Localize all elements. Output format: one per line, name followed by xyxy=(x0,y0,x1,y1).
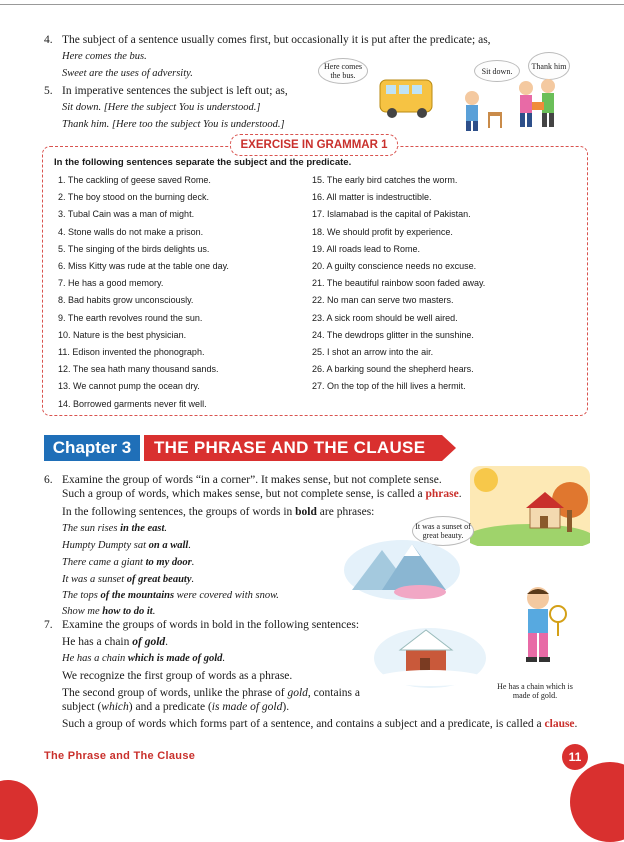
exercise-item: 11. Edison invented the phonograph. xyxy=(58,347,205,357)
exercise-item: 10. Nature is the best physician. xyxy=(58,329,187,340)
section-7-line-1: Examine the groups of words in bold in the following sentences: xyxy=(62,619,360,631)
point-number: 6. xyxy=(44,474,53,486)
section-6-line-2: Such a group of words, which makes sense, but not complete sense, is called a phrase. xyxy=(62,488,462,500)
exercise-item: 27. On the top of the hill lives a hermit. xyxy=(312,381,466,392)
point-text: In imperative sentences the subject is left out; as, xyxy=(62,85,288,97)
exercise-item: 24. The dewdrops glitter in the sunshine. xyxy=(312,329,474,340)
phrase-example: There came a giant to my door. xyxy=(62,557,195,568)
section-6-line-1: Examine the group of words “in a corner”. It makes sense, but not complete sense. xyxy=(62,474,442,486)
chapter-label: Chapter 3 xyxy=(44,435,140,461)
point-number: 5. xyxy=(44,85,53,97)
point-number: 7. xyxy=(44,619,53,631)
speech-bubble-bus: Here comes the bus. xyxy=(318,58,368,84)
section-7-line-5: Such a group of words which forms part of a sentence, and contains a subject and a predicate, is called a clause. xyxy=(62,718,578,730)
exercise-item: 20. A guilty conscience needs no excuse. xyxy=(312,261,477,271)
phrase-example: It was a sunset of great beauty. xyxy=(62,574,195,585)
example-line: Thank him. [Here too the subject You is understood.] xyxy=(62,119,285,130)
keyword-phrase: phrase xyxy=(425,488,459,500)
exercise-item: 23. A sick room should be well aired. xyxy=(312,312,458,323)
clause-example-1: He has a chain of gold. xyxy=(62,636,169,648)
phrase-example: Humpty Dumpty sat on a wall. xyxy=(62,540,191,551)
exercise-item: 18. We should profit by experience. xyxy=(312,226,453,237)
point-text: The subject of a sentence usually comes first, but occasionally it is put after the predicate; as, xyxy=(62,34,491,46)
section-7-line-4: subject (which) and a predicate (is made of gold). xyxy=(62,701,290,713)
footer-title: The Phrase and The Clause xyxy=(44,750,196,762)
exercise-item: 5. The singing of the birds delights us. xyxy=(58,243,210,254)
exercise-item: 25. I shot an arrow into the air. xyxy=(312,347,434,357)
example-line: Here comes the bus. xyxy=(62,51,147,62)
boy-with-chain-illustration xyxy=(508,584,572,668)
chapter-banner-arrow xyxy=(442,435,456,461)
exercise-item: 15. The early bird catches the worm. xyxy=(312,175,458,185)
snowy-house-illustration xyxy=(372,618,490,688)
exercise-item: 1. The cackling of geese saved Rome. xyxy=(58,175,211,185)
exercise-item: 9. The earth revolves round the sun. xyxy=(58,312,203,323)
exercise-title: EXERCISE IN GRAMMAR 1 xyxy=(230,134,398,156)
speech-bubble-thank: Thank him xyxy=(528,52,570,80)
phrase-example: The sun rises in the east. xyxy=(62,523,168,534)
cottage-landscape-illustration xyxy=(470,466,590,546)
section-7-line-3: The second group of words, unlike the phrase of gold, contains a xyxy=(62,687,360,699)
exercise-instruction: In the following sentences separate the subject and the predicate. xyxy=(54,157,352,168)
example-line: Sweet are the uses of adversity. xyxy=(62,68,193,79)
exercise-item: 2. The boy stood on the burning deck. xyxy=(58,192,209,203)
example-line: Sit down. [Here the subject You is understood.] xyxy=(62,102,261,113)
bus-and-children-illustration xyxy=(360,60,560,138)
keyword-clause: clause xyxy=(544,718,575,730)
phrase-example: The tops of the mountains were covered with snow. xyxy=(62,590,279,601)
exercise-item: 14. Borrowed garments never fit well. xyxy=(58,398,207,409)
top-rule xyxy=(0,4,624,5)
exercise-item: 12. The sea hath many thousand sands. xyxy=(58,364,219,375)
exercise-item: 21. The beautiful rainbow soon faded away. xyxy=(312,278,486,289)
chapter-title: THE PHRASE AND THE CLAUSE xyxy=(144,435,442,461)
exercise-item: 8. Bad habits grow unconsciously. xyxy=(58,295,194,306)
speech-bubble-sunset: It was a sunset of great beauty. xyxy=(412,516,474,546)
mountain-snow-illustration xyxy=(342,530,462,602)
exercise-item: 17. Islamabad is the capital of Pakistan. xyxy=(312,209,471,220)
exercise-item: 22. No man can serve two masters. xyxy=(312,295,454,306)
illustration-caption: He has a chain which is made of gold. xyxy=(497,682,573,700)
section-7-line-2: We recognize the first group of words as a phrase. xyxy=(62,670,293,682)
exercise-item: 7. He has a good memory. xyxy=(58,278,164,289)
section-6-line-3: In the following sentences, the groups of words in bold are phrases: xyxy=(62,506,375,518)
exercise-item: 19. All roads lead to Rome. xyxy=(312,243,421,254)
exercise-item: 26. A barking sound the shepherd hears. xyxy=(312,364,474,375)
exercise-item: 13. We cannot pump the ocean dry. xyxy=(58,381,200,392)
phrase-example: Show me how to do it. xyxy=(62,606,156,617)
exercise-item: 16. All matter is indestructible. xyxy=(312,192,432,203)
corner-decoration xyxy=(0,780,38,840)
clause-example-2: He has a chain which is made of gold. xyxy=(62,653,226,664)
exercise-item: 6. Miss Kitty was rude at the table one day. xyxy=(58,261,229,271)
page-number: 11 xyxy=(562,744,588,770)
corner-decoration xyxy=(570,762,624,842)
exercise-item: 4. Stone walls do not make a prison. xyxy=(58,226,204,237)
point-number: 4. xyxy=(44,34,53,46)
exercise-item: 3. Tubal Cain was a man of might. xyxy=(58,209,195,220)
speech-bubble-sit: Sit down. xyxy=(474,60,520,82)
